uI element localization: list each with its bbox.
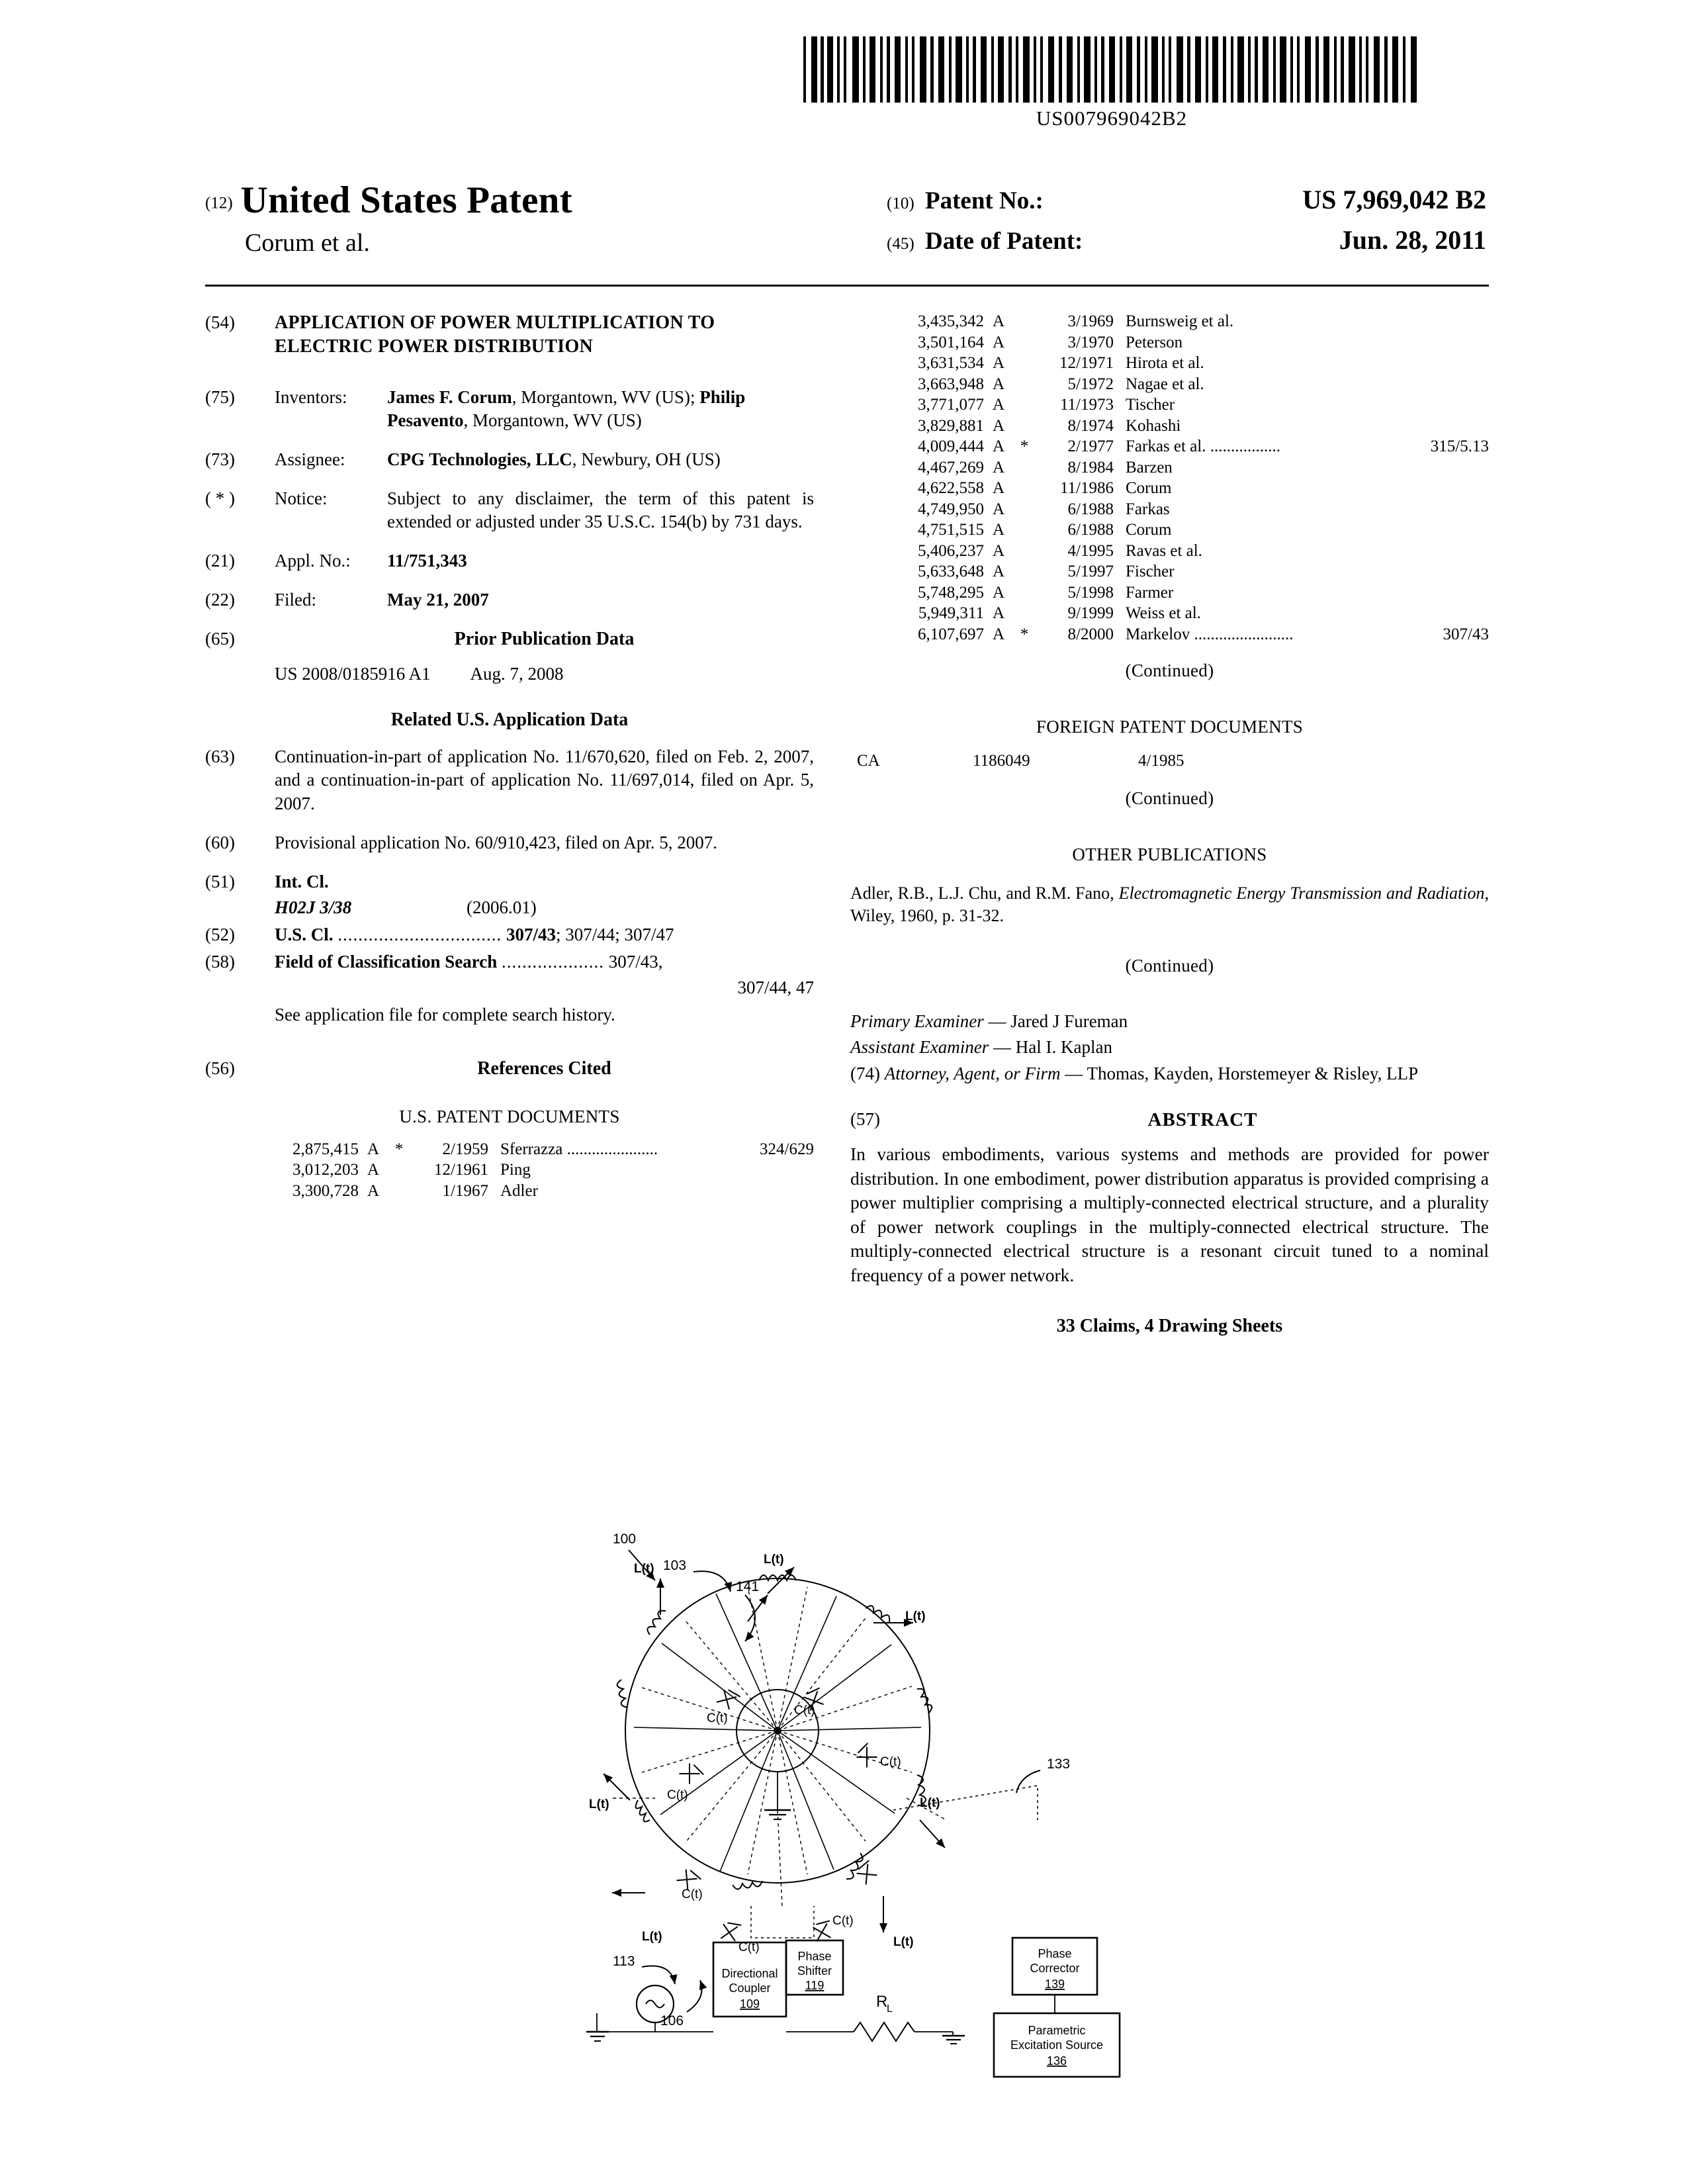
masthead-left bbox=[205, 179, 801, 257]
figure-ref-113: 113 bbox=[613, 1954, 635, 1969]
continued-marker-3: (Continued) bbox=[1125, 956, 1214, 976]
inventors-block bbox=[205, 386, 814, 432]
reference-kind-code: A bbox=[992, 312, 1005, 330]
reference-asterisk: * bbox=[394, 1140, 404, 1158]
figure-box-corrector-number: 139 bbox=[1044, 1978, 1065, 1991]
field-of-search-dots: .................... bbox=[501, 951, 604, 972]
table-row bbox=[870, 603, 1489, 624]
figure-box-shifter-line1: Phase bbox=[797, 1950, 832, 1963]
figure-box-source-number: 136 bbox=[1046, 2054, 1067, 2068]
appl-no-value: 11/751,343 bbox=[387, 551, 467, 571]
reference-date: 3/1970 bbox=[1067, 333, 1114, 351]
masthead bbox=[205, 179, 1489, 285]
assistant-examiner-row bbox=[850, 1036, 1489, 1060]
references-cited-heading: References Cited bbox=[477, 1058, 611, 1079]
reference-date: 5/1997 bbox=[1067, 563, 1114, 580]
reference-name: Adler bbox=[500, 1181, 538, 1200]
invention-title: APPLICATION OF POWER MULTIPLICATION TO ELECTRIC POWER DISTRIBUTION bbox=[275, 312, 715, 357]
us-cl-dots: ................................ bbox=[337, 924, 502, 944]
barcode-number: US007969042B2 bbox=[1036, 107, 1188, 130]
other-pub-title: Electromagnetic Energy Transmission and Radiation bbox=[1118, 883, 1485, 903]
reference-patent-number: 4,622,558 bbox=[918, 479, 984, 497]
reference-patent-number: 3,631,534 bbox=[918, 354, 984, 372]
prior-publication-row bbox=[275, 662, 814, 686]
filed-label: Filed: bbox=[275, 590, 317, 610]
other-pub-authors: Adler, R.B., L.J. Chu, and R.M. Fano, bbox=[850, 883, 1119, 903]
reference-asterisk bbox=[388, 1181, 410, 1202]
left-column bbox=[205, 311, 814, 1201]
us-cl-block bbox=[205, 923, 814, 946]
other-publication-entry bbox=[850, 882, 1489, 927]
reference-kind-code: A bbox=[992, 333, 1005, 351]
figure-drawing bbox=[549, 1509, 1171, 2068]
reference-kind-code: A bbox=[992, 416, 1005, 435]
figure-box-coupler-number: 109 bbox=[739, 1997, 760, 2011]
figure-label-L-lower-left: L(t) bbox=[642, 1930, 662, 1944]
reference-date: 8/2000 bbox=[1067, 625, 1114, 643]
reference-patent-number: 5,633,648 bbox=[918, 563, 984, 580]
field-of-search-note: See application file for complete search history. bbox=[275, 1005, 615, 1025]
table-row bbox=[870, 394, 1489, 416]
inventor-1-city: , Morgantown, WV (US); bbox=[512, 387, 700, 407]
patent-number-row bbox=[887, 184, 1489, 215]
figure-label-C-1: C(t) bbox=[707, 1711, 728, 1725]
table-row bbox=[870, 416, 1489, 437]
figure-box-shifter-number: 119 bbox=[805, 1979, 825, 1992]
attorney-label: Attorney, Agent, or Firm bbox=[884, 1063, 1061, 1083]
reference-kind-code: A bbox=[992, 583, 1005, 602]
figure-label-RL-subscript: L bbox=[887, 2003, 893, 2015]
figure-label-C-3: C(t) bbox=[880, 1755, 901, 1769]
int-cl-label: Int. Cl. bbox=[275, 871, 329, 891]
notice-block bbox=[205, 487, 814, 533]
related-63-block bbox=[205, 745, 814, 815]
assignee-block bbox=[205, 448, 814, 471]
reference-kind-code: A bbox=[992, 479, 1005, 497]
figure-label-L-right: L(t) bbox=[920, 1796, 940, 1810]
assistant-examiner-label: Assistant Examiner bbox=[850, 1037, 989, 1058]
reference-date: 6/1988 bbox=[1067, 500, 1114, 518]
inventor-2-city: , Morgantown, WV (US) bbox=[463, 410, 642, 430]
table-row bbox=[870, 436, 1489, 457]
reference-name: Weiss et al. bbox=[1126, 604, 1201, 622]
figure-1 bbox=[549, 1509, 1171, 2068]
field-of-search-block bbox=[205, 950, 814, 974]
figure-ref-100: 100 bbox=[613, 1531, 637, 1547]
figure-box-coupler-line1: Directional bbox=[721, 1967, 778, 1980]
us-patent-documents-heading-left: U.S. PATENT DOCUMENTS bbox=[399, 1106, 620, 1126]
reference-kind-code: A bbox=[992, 500, 1005, 518]
primary-examiner-row bbox=[850, 1010, 1489, 1034]
reference-patent-number: 6,107,697 bbox=[918, 625, 984, 643]
figure-ref-103: 103 bbox=[663, 1558, 687, 1573]
code-45: (45) bbox=[887, 235, 914, 253]
code-74: (74) bbox=[850, 1063, 880, 1083]
field-of-search-line bbox=[275, 950, 814, 974]
prior-publication-id: US 2008/0185916 A1 bbox=[275, 663, 431, 684]
reference-kind-code: A bbox=[367, 1181, 380, 1200]
figure-label-C-5: C(t) bbox=[682, 1888, 703, 1901]
code-51: (51) bbox=[205, 871, 235, 891]
reference-patent-number: 4,751,515 bbox=[918, 521, 984, 539]
code-12: (12) bbox=[205, 194, 233, 212]
patent-date-row bbox=[887, 224, 1489, 255]
reference-patent-number: 4,467,269 bbox=[918, 458, 984, 477]
reference-name: Sferrazza ...................... bbox=[500, 1140, 658, 1158]
table-row bbox=[870, 582, 1489, 604]
reference-patent-number: 3,435,342 bbox=[918, 312, 984, 330]
reference-patent-number: 5,406,237 bbox=[918, 541, 984, 560]
table-row bbox=[870, 499, 1489, 520]
reference-asterisk bbox=[1013, 311, 1036, 332]
reference-kind-code: A bbox=[367, 1161, 380, 1179]
table-row bbox=[245, 1181, 814, 1202]
reference-name: Ravas et al. bbox=[1126, 541, 1202, 560]
related-63-text: Continuation-in-part of application No. 11/670,620, filed on Feb. 2, 2007, and a continuation-in-part of application No. 11/697,014, filed on Apr. 5, 2007. bbox=[275, 747, 814, 813]
reference-name: Markelov ........................ bbox=[1126, 625, 1294, 643]
inventor-1-name: James F. Corum bbox=[387, 387, 512, 407]
reference-classification: 307/43 bbox=[1443, 625, 1489, 643]
attorney-name: — Thomas, Kayden, Horstemeyer & Risley, LLP bbox=[1060, 1063, 1419, 1083]
reference-patent-number: 5,748,295 bbox=[918, 583, 984, 602]
code-75: (75) bbox=[205, 387, 235, 407]
reference-date: 12/1961 bbox=[434, 1161, 488, 1179]
reference-name: Corum bbox=[1126, 521, 1172, 539]
reference-kind-code: A bbox=[992, 354, 1005, 372]
reference-asterisk bbox=[1013, 520, 1036, 541]
us-patent-documents-table-right bbox=[870, 311, 1489, 645]
inventor-surname: Corum et al. bbox=[245, 229, 370, 257]
code-52: (52) bbox=[205, 924, 235, 944]
foreign-document-date: 4/1985 bbox=[1138, 752, 1184, 770]
primary-examiner-name: — Jared J Fureman bbox=[983, 1011, 1128, 1031]
reference-patent-number: 3,663,948 bbox=[918, 375, 984, 393]
table-row bbox=[870, 624, 1489, 645]
table-row bbox=[857, 751, 1489, 772]
reference-asterisk bbox=[1013, 541, 1036, 562]
primary-examiner-label: Primary Examiner bbox=[850, 1011, 984, 1031]
table-row bbox=[870, 478, 1489, 499]
table-row bbox=[245, 1160, 814, 1181]
figure-box-coupler-line2: Coupler bbox=[729, 1981, 771, 1995]
abstract-heading: ABSTRACT bbox=[1147, 1109, 1258, 1131]
code-58: (58) bbox=[205, 951, 235, 972]
int-cl-block bbox=[205, 870, 814, 893]
table-row bbox=[870, 374, 1489, 395]
reference-asterisk bbox=[1013, 353, 1036, 374]
related-application-heading: Related U.S. Application Data bbox=[390, 709, 629, 730]
reference-name: Peterson bbox=[1126, 333, 1183, 351]
reference-name: Fischer bbox=[1126, 563, 1175, 580]
reference-kind-code: A bbox=[992, 604, 1005, 622]
assignee-label: Assignee: bbox=[275, 449, 345, 469]
reference-asterisk bbox=[1013, 457, 1036, 478]
reference-date: 4/1995 bbox=[1067, 541, 1114, 560]
foreign-country-code: CA bbox=[857, 752, 880, 770]
date-of-patent-value: Jun. 28, 2011 bbox=[1339, 225, 1486, 255]
reference-date: 2/1977 bbox=[1067, 437, 1114, 455]
reference-date: 1/1967 bbox=[442, 1181, 488, 1200]
figure-label-C-7: C(t) bbox=[832, 1914, 854, 1928]
prior-publication-date: Aug. 7, 2008 bbox=[470, 663, 564, 684]
reference-name: Barzen bbox=[1126, 458, 1173, 477]
figure-label-L-upper-right: L(t) bbox=[905, 1610, 926, 1623]
reference-name: Farkas et al. ................. bbox=[1126, 437, 1280, 455]
table-row bbox=[870, 353, 1489, 374]
code-10: (10) bbox=[887, 195, 914, 212]
code-57: (57) bbox=[850, 1109, 880, 1130]
reference-patent-number: 4,749,950 bbox=[918, 500, 984, 518]
reference-asterisk: * bbox=[1020, 437, 1029, 455]
figure-label-RL: R bbox=[876, 1993, 888, 2011]
reference-kind-code: A bbox=[992, 375, 1005, 393]
figure-ref-133: 133 bbox=[1047, 1756, 1071, 1772]
reference-kind-code: A bbox=[992, 437, 1005, 455]
page-title: United States Patent bbox=[240, 179, 572, 221]
notice-text: Subject to any disclaimer, the term of this patent is extended or adjusted under 35 U.S.C. 154(b) by 731 days. bbox=[387, 488, 814, 532]
reference-classification: 324/629 bbox=[760, 1140, 814, 1158]
masthead-right bbox=[887, 184, 1489, 265]
reference-kind-code: A bbox=[992, 625, 1005, 643]
figure-box-source-line1: Parametric bbox=[1028, 2024, 1086, 2037]
date-of-patent-label: Date of Patent: bbox=[925, 228, 1083, 255]
reference-patent-number: 5,949,311 bbox=[918, 604, 984, 622]
reference-kind-code: A bbox=[992, 396, 1005, 414]
figure-label-L-lower-right: L(t) bbox=[893, 1935, 914, 1949]
filed-block bbox=[205, 588, 814, 612]
appl-no-block bbox=[205, 549, 814, 572]
other-pub-source: , Wiley, 1960, p. 31-32. bbox=[850, 883, 1489, 925]
field-of-search-value-1: 307/43, bbox=[608, 951, 663, 972]
figure-label-L-left: L(t) bbox=[589, 1797, 609, 1811]
reference-kind-code: A bbox=[992, 458, 1005, 477]
reference-asterisk bbox=[1013, 478, 1036, 499]
reference-patent-number: 3,771,077 bbox=[918, 396, 984, 414]
reference-name: Farkas bbox=[1126, 500, 1170, 518]
reference-name: Corum bbox=[1126, 479, 1172, 497]
reference-patent-number: 3,012,203 bbox=[292, 1161, 359, 1179]
code-60: (60) bbox=[205, 832, 235, 852]
reference-date: 8/1984 bbox=[1067, 458, 1114, 477]
reference-kind-code: A bbox=[992, 521, 1005, 539]
us-cl-label: U.S. Cl. bbox=[275, 924, 334, 944]
references-cited-block bbox=[205, 1057, 814, 1081]
continued-marker-1: (Continued) bbox=[1125, 660, 1214, 680]
reference-name: Hirota et al. bbox=[1126, 354, 1204, 372]
code-21: (21) bbox=[205, 551, 235, 571]
reference-asterisk bbox=[1013, 582, 1036, 604]
table-row bbox=[870, 541, 1489, 562]
assistant-examiner-name: — Hal I. Kaplan bbox=[989, 1037, 1112, 1058]
barcode-block bbox=[801, 36, 1423, 130]
figure-label-C-4: C(t) bbox=[667, 1788, 688, 1802]
reference-asterisk: * bbox=[1020, 625, 1029, 643]
reference-patent-number: 3,829,881 bbox=[918, 416, 984, 435]
foreign-document-number: 1186049 bbox=[973, 752, 1030, 770]
int-cl-code: H02J 3/38 bbox=[275, 897, 352, 917]
figure-label-C-2: C(t) bbox=[794, 1704, 815, 1717]
continued-marker-2: (Continued) bbox=[1125, 788, 1214, 808]
prior-publication-heading: Prior Publication Data bbox=[454, 629, 635, 650]
reference-date: 6/1988 bbox=[1067, 521, 1114, 539]
code-56: (56) bbox=[205, 1058, 235, 1079]
code-63: (63) bbox=[205, 747, 235, 767]
field-of-search-label: Field of Classification Search bbox=[275, 951, 498, 972]
reference-date: 12/1971 bbox=[1059, 354, 1114, 372]
reference-name: Nagae et al. bbox=[1126, 375, 1204, 393]
reference-asterisk bbox=[1013, 561, 1036, 582]
int-cl-row bbox=[275, 896, 814, 919]
filed-value: May 21, 2007 bbox=[387, 590, 489, 610]
inventor-2-name: Philip Pesavento bbox=[387, 387, 746, 430]
reference-classification: 315/5.13 bbox=[1430, 437, 1489, 455]
reference-asterisk bbox=[1013, 416, 1036, 437]
figure-label-L-upper-left: L(t) bbox=[634, 1562, 654, 1576]
reference-date: 11/1973 bbox=[1059, 396, 1114, 414]
figure-ref-106: 106 bbox=[660, 2013, 684, 2028]
prior-publication-block bbox=[205, 627, 814, 651]
right-column bbox=[850, 311, 1489, 1338]
code-22: (22) bbox=[205, 590, 235, 610]
abstract-text: In various embodiments, various systems and methods are provided for power distribution. In one embodiment, power distribution apparatus is provided comprising a power multiplier comprising a multiply-connected electrical structure, and a plurality of power network couplings in the multiply-connected electrical structure. The multiply-connected electrical structure is a resonant circuit tuned to a nominal frequency of a power network. bbox=[850, 1144, 1489, 1285]
reference-date: 9/1999 bbox=[1067, 604, 1114, 622]
invention-title-block bbox=[205, 311, 814, 359]
header-divider bbox=[205, 285, 1489, 287]
table-row bbox=[870, 332, 1489, 353]
reference-asterisk bbox=[1013, 603, 1036, 624]
us-cl-primary: 307/43 bbox=[506, 924, 557, 944]
reference-kind-code: A bbox=[992, 563, 1005, 580]
reference-asterisk bbox=[1013, 374, 1036, 395]
code-73: (73) bbox=[205, 449, 235, 469]
attorney-row bbox=[850, 1062, 1489, 1086]
barcode-image bbox=[801, 36, 1423, 103]
patent-no-value: US 7,969,042 B2 bbox=[1302, 185, 1486, 214]
inventors-label: Inventors: bbox=[275, 387, 347, 407]
reference-name: Ping bbox=[500, 1161, 531, 1179]
table-row bbox=[245, 1139, 814, 1160]
code-65: (65) bbox=[205, 629, 235, 649]
us-patent-documents-table-left bbox=[245, 1139, 814, 1202]
figure-box-shifter-line2: Shifter bbox=[797, 1964, 832, 1978]
code-54: (54) bbox=[205, 312, 235, 332]
reference-name: Farmer bbox=[1126, 583, 1174, 602]
reference-patent-number: 4,009,444 bbox=[918, 437, 984, 455]
assignee-value bbox=[387, 448, 814, 471]
reference-name: Kohashi bbox=[1126, 416, 1181, 435]
code-asterisk: ( * ) bbox=[205, 488, 235, 509]
reference-asterisk bbox=[388, 1160, 410, 1181]
reference-patent-number: 3,501,164 bbox=[918, 333, 984, 351]
table-row bbox=[870, 311, 1489, 332]
reference-kind-code: A bbox=[992, 541, 1005, 560]
figure-label-C-6: C(t) bbox=[738, 1940, 760, 1954]
reference-name: Tischer bbox=[1126, 396, 1175, 414]
notice-label: Notice: bbox=[275, 488, 328, 509]
reference-date: 8/1974 bbox=[1067, 416, 1114, 435]
figure-box-source-line2: Excitation Source bbox=[1010, 2038, 1104, 2052]
reference-patent-number: 2,875,415 bbox=[292, 1140, 359, 1158]
reference-patent-number: 3,300,728 bbox=[292, 1181, 359, 1200]
abstract-heading-row bbox=[850, 1108, 1489, 1133]
reference-date: 11/1986 bbox=[1059, 479, 1114, 497]
reference-asterisk bbox=[1013, 394, 1036, 416]
us-cl-rest: ; 307/44; 307/47 bbox=[556, 924, 674, 944]
foreign-patent-documents-heading: FOREIGN PATENT DOCUMENTS bbox=[1036, 717, 1304, 737]
related-60-text: Provisional application No. 60/910,423, filed on Apr. 5, 2007. bbox=[275, 832, 717, 852]
appl-no-label: Appl. No.: bbox=[275, 551, 351, 571]
reference-date: 5/1998 bbox=[1067, 583, 1114, 602]
figure-ref-141: 141 bbox=[736, 1579, 760, 1594]
inventors-value bbox=[387, 386, 814, 432]
reference-date: 3/1969 bbox=[1067, 312, 1114, 330]
claims-sheets-line: 33 Claims, 4 Drawing Sheets bbox=[1056, 1315, 1283, 1336]
reference-date: 2/1959 bbox=[442, 1140, 488, 1158]
foreign-patent-documents-table bbox=[850, 751, 1489, 772]
reference-date: 5/1972 bbox=[1067, 375, 1114, 393]
patent-no-label: Patent No.: bbox=[925, 187, 1044, 214]
field-of-search-value-2: 307/44, 47 bbox=[737, 978, 814, 998]
assignee-city: , Newbury, OH (US) bbox=[572, 449, 721, 469]
reference-kind-code: A bbox=[367, 1140, 380, 1158]
figure-box-corrector-line2: Corrector bbox=[1030, 1962, 1080, 1975]
table-row bbox=[870, 457, 1489, 478]
figure-label-L-top: L(t) bbox=[764, 1553, 784, 1567]
reference-name: Burnsweig et al. bbox=[1126, 312, 1234, 330]
table-row bbox=[870, 561, 1489, 582]
table-row bbox=[870, 520, 1489, 541]
other-publications-heading: OTHER PUBLICATIONS bbox=[1072, 844, 1267, 864]
reference-asterisk bbox=[1013, 499, 1036, 520]
int-cl-version: (2006.01) bbox=[467, 897, 537, 917]
reference-asterisk bbox=[1013, 332, 1036, 353]
related-60-block bbox=[205, 831, 814, 854]
figure-box-corrector-line1: Phase bbox=[1038, 1947, 1072, 1960]
us-cl-line bbox=[275, 923, 814, 946]
assignee-name: CPG Technologies, LLC bbox=[387, 449, 572, 469]
